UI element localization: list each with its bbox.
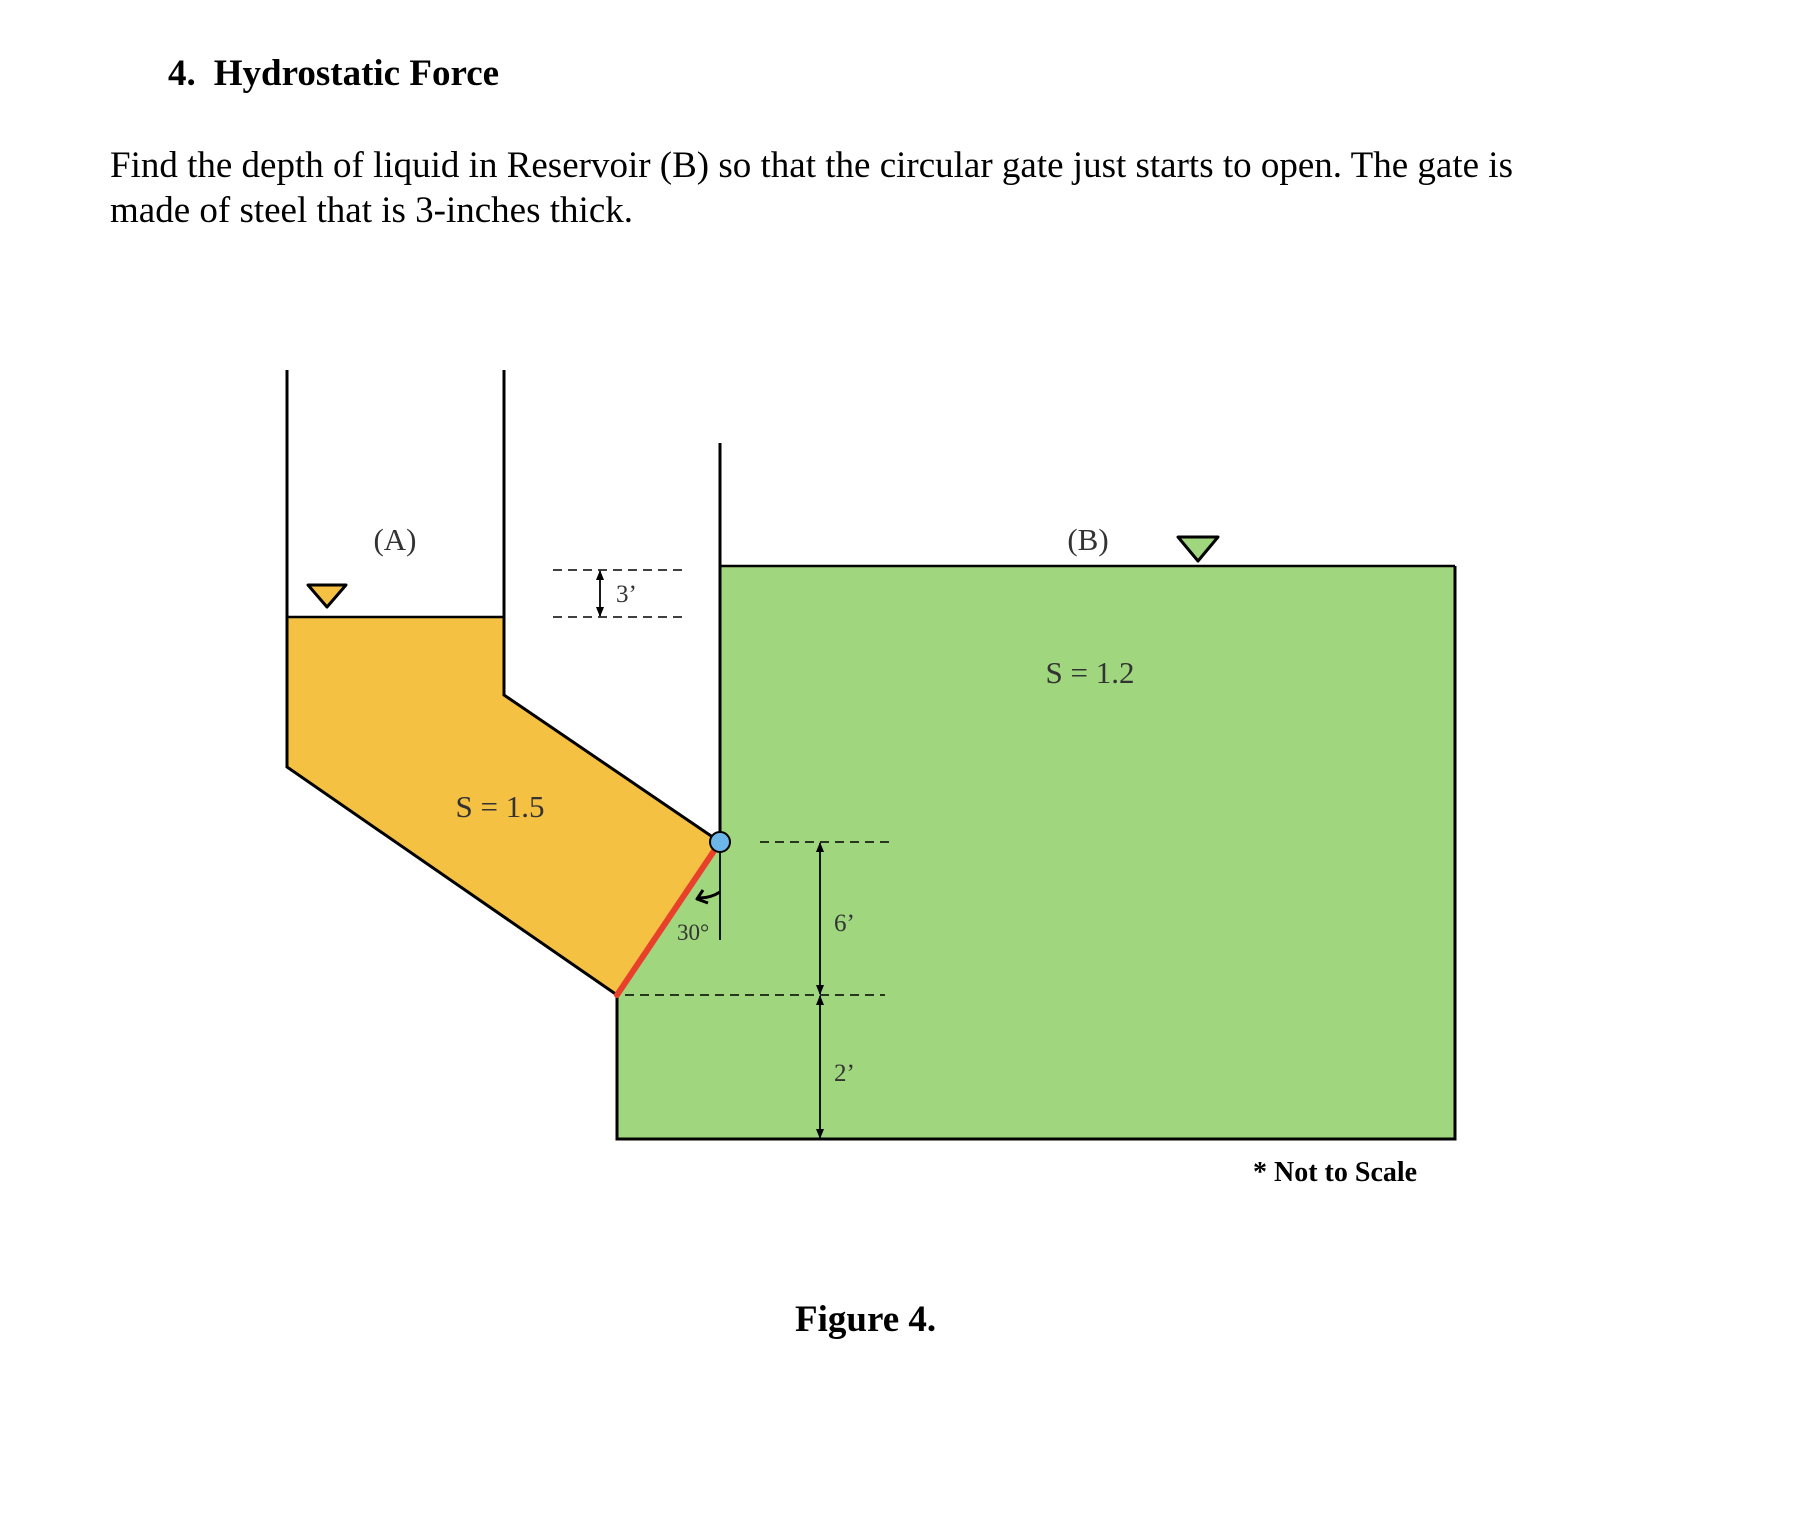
problem-number: 4. bbox=[168, 53, 196, 94]
problem-title-text: Hydrostatic Force bbox=[213, 53, 500, 94]
reservoir-b-label: (B) bbox=[1067, 522, 1109, 557]
reservoir-b-specific-gravity: S = 1.2 bbox=[1045, 655, 1135, 690]
reservoir-a-specific-gravity: S = 1.5 bbox=[455, 789, 545, 824]
reservoir-a-label: (A) bbox=[373, 522, 417, 557]
free-surface-a-icon bbox=[308, 585, 346, 607]
statement-line-2: made of steel that is 3-inches thick. bbox=[110, 190, 633, 231]
bottom-offset-label: 2’ bbox=[834, 1060, 855, 1087]
gate-angle-label: 30° bbox=[677, 920, 710, 945]
statement-line-1: Find the depth of liquid in Reservoir (B) so that the circular gate just starts to open. The gate is bbox=[110, 145, 1513, 186]
figure-caption: Figure 4. bbox=[795, 1299, 937, 1340]
gate-height-label: 6’ bbox=[834, 910, 855, 937]
free-surface-b-icon bbox=[1178, 537, 1218, 561]
gate-hinge bbox=[710, 832, 730, 852]
not-to-scale-note: * Not to Scale bbox=[1253, 1157, 1418, 1188]
reservoir-b-liquid bbox=[617, 566, 1455, 1139]
level-difference-label: 3’ bbox=[616, 581, 637, 608]
